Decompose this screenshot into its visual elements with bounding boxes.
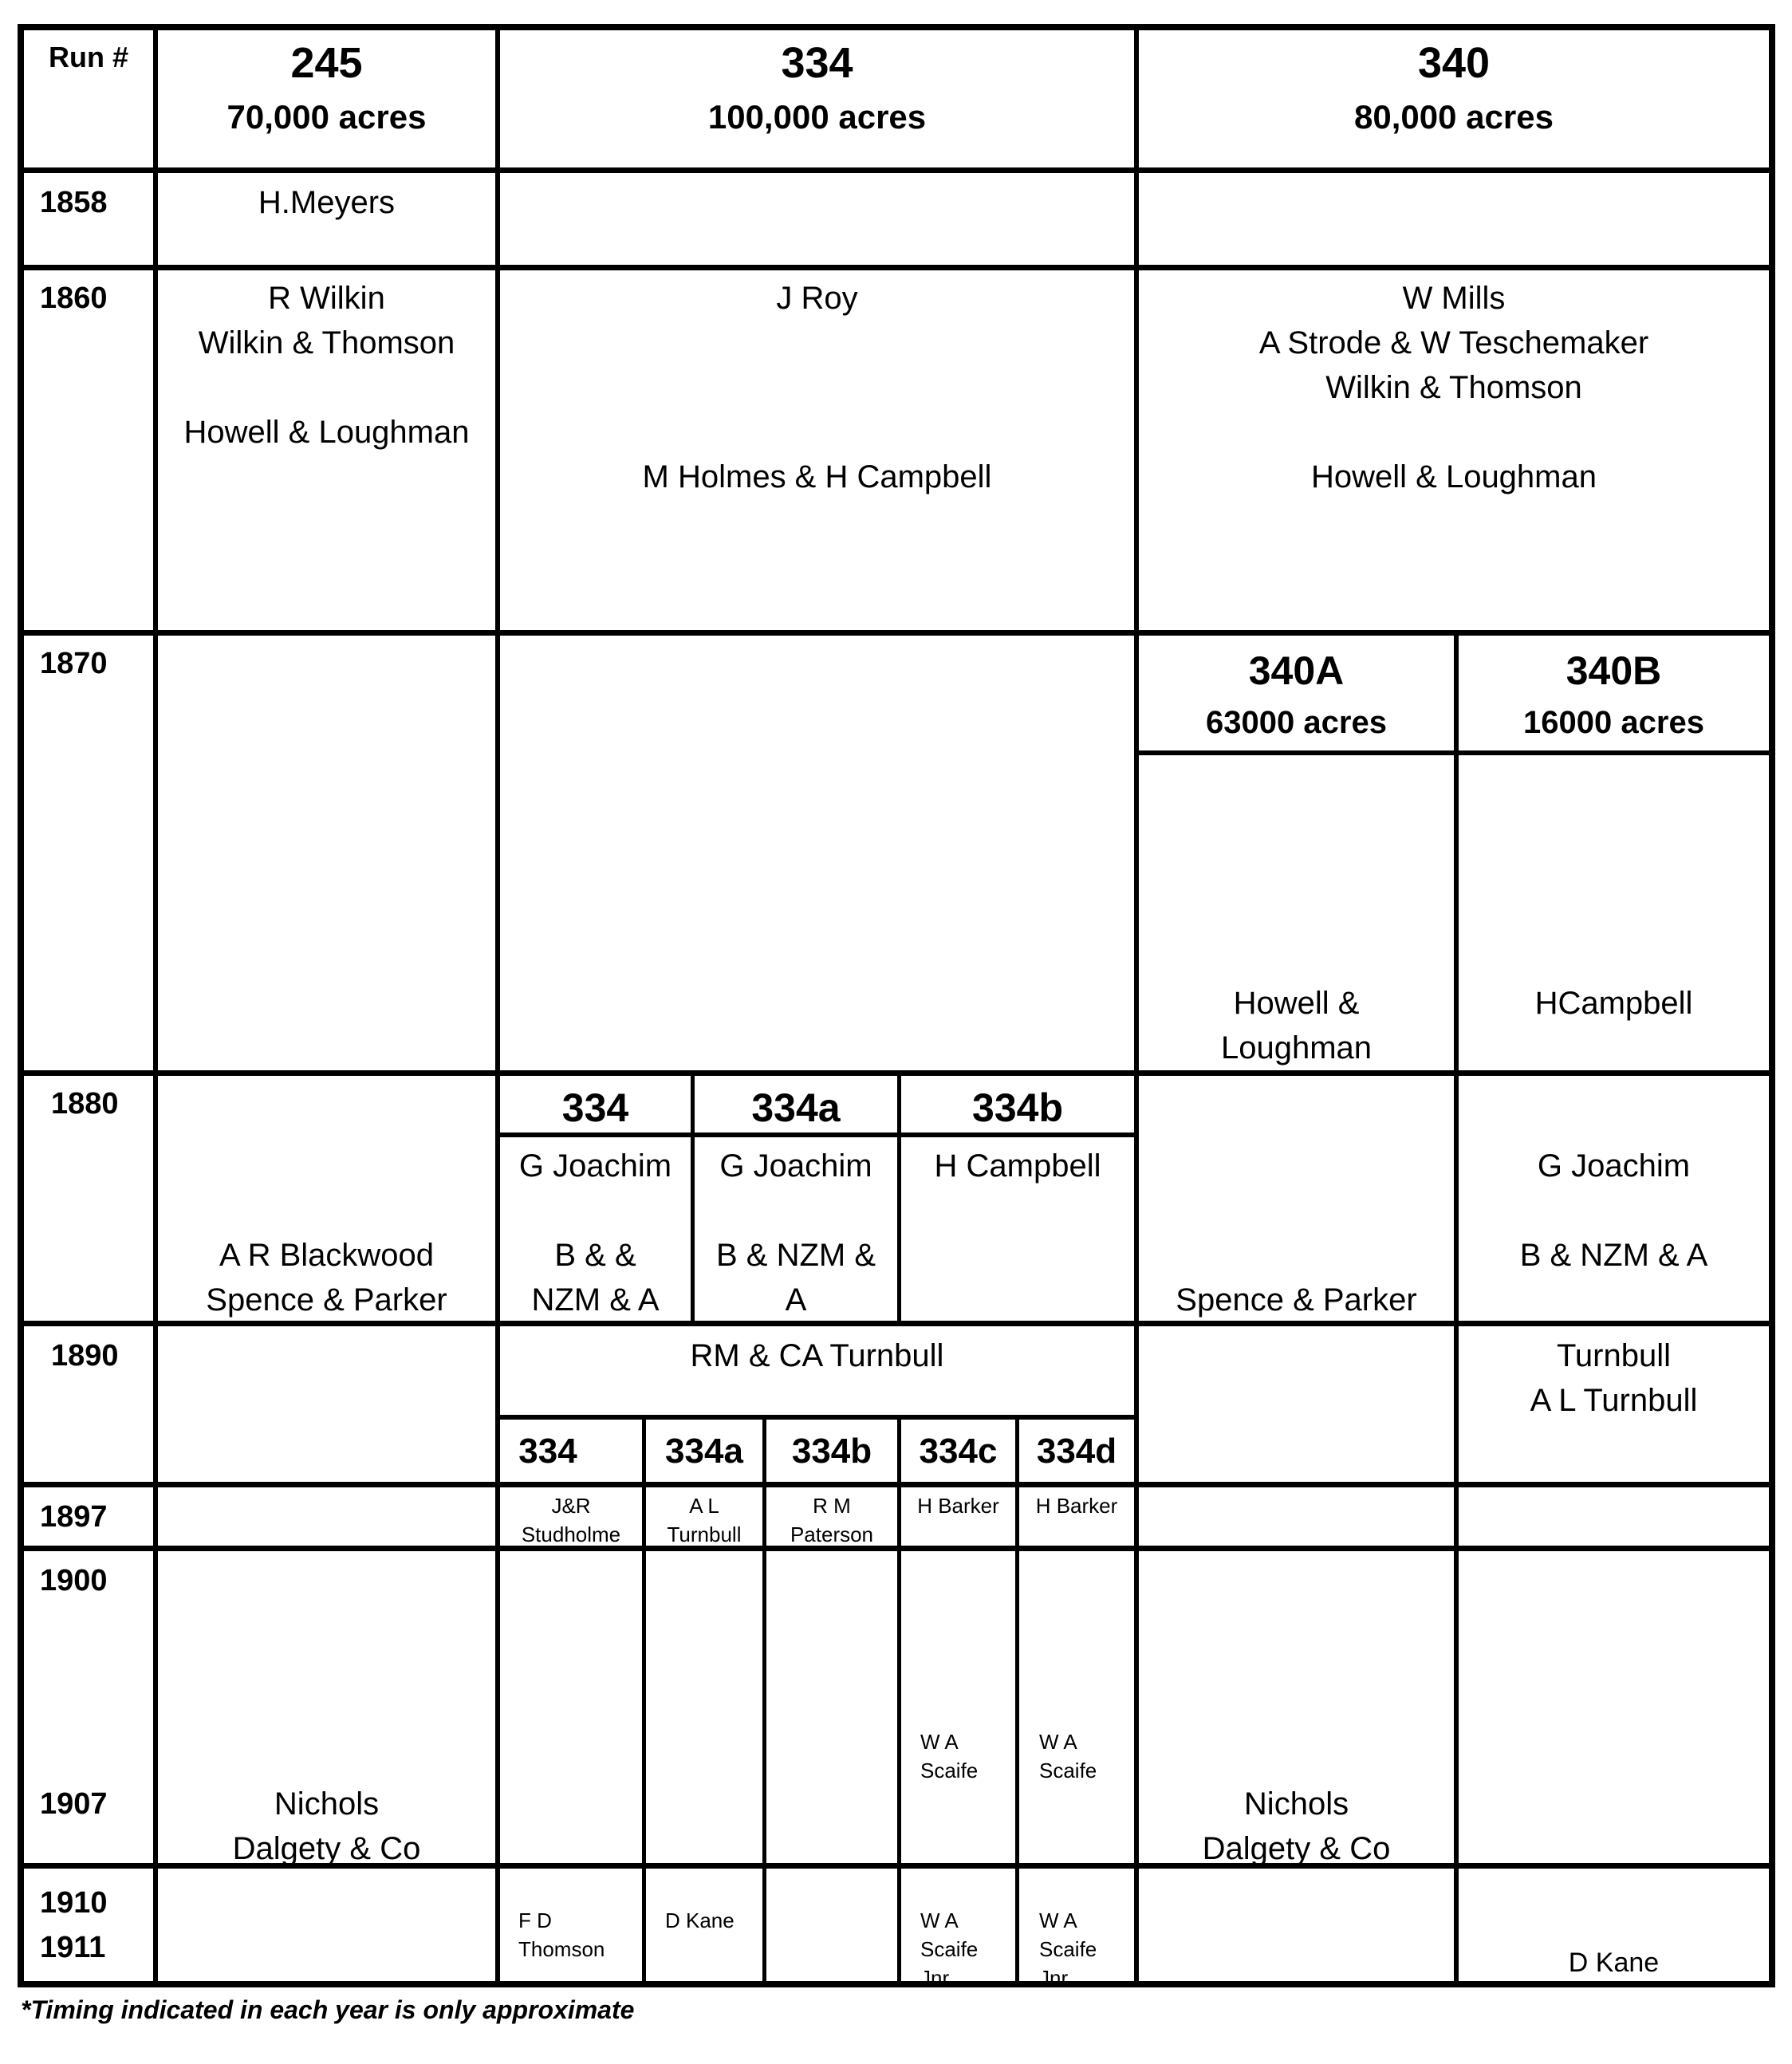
holder-line: R M	[813, 1494, 851, 1518]
holder-line: A L Turnbull	[1530, 1383, 1698, 1418]
holder-line: G Joachim	[518, 1148, 672, 1184]
cell-1897-334	[500, 1491, 642, 1549]
holder-line: Scaife	[920, 1759, 979, 1782]
holder-line: Howell &	[1233, 986, 1360, 1021]
cell-1880-340a: Spence & Parker	[1176, 1282, 1417, 1318]
holder-line: Dalgety & Co	[1202, 1831, 1391, 1866]
cell-1880-334a	[695, 1144, 897, 1322]
holder-line: W A	[920, 1908, 959, 1932]
cell-1897-334a	[646, 1491, 762, 1549]
run-label: Run #	[48, 41, 128, 73]
table-border-left	[18, 24, 24, 1987]
cell-1870-340b: HCampbell	[1534, 986, 1693, 1021]
cell-1890-340b	[1459, 1333, 1769, 1423]
cell-1897-334d: H Barker	[1035, 1494, 1118, 1518]
holder-line: Wilkin & Thomson	[198, 325, 455, 360]
sub-340b-number: 340B	[1566, 648, 1662, 693]
year-1858: 1858	[40, 186, 108, 219]
holder-line: M Holmes & H Campbell	[642, 459, 992, 494]
row-divider-1890-sub	[498, 1415, 1136, 1420]
cell-1890-334: RM & CA Turnbull	[690, 1338, 944, 1373]
cell-1910-334c	[920, 1906, 1014, 1992]
year-1890: 1890	[51, 1339, 119, 1373]
run-245-number: 245	[290, 39, 363, 87]
cell-1870-340a	[1139, 981, 1454, 1070]
row-divider-1860	[21, 630, 1772, 636]
holder-line: W A	[920, 1730, 959, 1754]
run-334-header	[500, 35, 1134, 144]
cell-1900-334c	[920, 1727, 1014, 1785]
sub-340a-area: 63000 acres	[1206, 705, 1387, 740]
run-340-header	[1139, 35, 1769, 144]
row-divider-1870	[21, 1070, 1772, 1076]
holder-line: W Mills	[1402, 281, 1506, 316]
holder-line: W A	[1039, 1730, 1077, 1754]
holder-line: J Roy	[776, 281, 858, 316]
sub-340a-number: 340A	[1248, 648, 1345, 693]
holder-line: B & &	[554, 1238, 636, 1273]
sub-340a-header	[1139, 643, 1454, 746]
run-245-header	[158, 35, 495, 144]
cell-1880-340b	[1459, 1144, 1769, 1278]
holder-line: A	[785, 1282, 807, 1318]
year-1860: 1860	[40, 282, 108, 315]
holder-line: A L	[689, 1494, 719, 1518]
footnote: *Timing indicated in each year is only approximate	[21, 1995, 635, 2024]
run-340-number: 340	[1417, 39, 1491, 87]
row-divider-1858	[21, 265, 1772, 270]
sub-340b-header	[1459, 643, 1769, 746]
holder-line: W A	[1039, 1908, 1077, 1932]
holder-line: Turnbull	[1556, 1338, 1672, 1373]
cell-1860-340	[1139, 276, 1769, 499]
year-1900: 1900	[40, 1564, 108, 1597]
holder-line: A Strode & W Teschemaker	[1258, 325, 1649, 360]
cell-1860-334	[500, 276, 1134, 499]
holder-line: Nichols	[1243, 1786, 1349, 1822]
sub-1890-334c: 334c	[919, 1432, 998, 1471]
sub-1880-334a: 334a	[751, 1085, 841, 1130]
holder-line: G Joachim	[1537, 1148, 1691, 1184]
holder-line: Scaife	[1039, 1937, 1097, 1961]
cell-1910-334	[518, 1906, 638, 1964]
run-340-area: 80,000 acres	[1354, 98, 1554, 136]
holder-line: NZM & A	[531, 1282, 660, 1318]
year-1897: 1897	[40, 1500, 108, 1534]
cell-1860-245	[158, 276, 495, 455]
sub-1880-334: 334	[561, 1085, 629, 1130]
holder-line: G Joachim	[719, 1148, 872, 1184]
cell-1910-334d	[1039, 1906, 1133, 1992]
run-334-number: 334	[781, 39, 853, 87]
holder-line: J&R	[551, 1494, 591, 1518]
sub-1890-334b: 334b	[791, 1432, 872, 1471]
cell-1880-334	[500, 1144, 691, 1322]
sub-1890-334a: 334a	[665, 1432, 743, 1471]
holder-line: Studholme	[521, 1522, 621, 1546]
holder-line: Thomson	[518, 1937, 605, 1961]
holder-line: A R Blackwood	[219, 1238, 435, 1273]
cell-1880-245	[158, 1233, 495, 1322]
holder-line: Wilkin & Thomson	[1325, 370, 1582, 405]
row-divider-header	[21, 167, 1772, 173]
holder-line: Scaife	[920, 1937, 979, 1961]
run-334-area: 100,000 acres	[707, 98, 927, 136]
holder-line: Howell & Loughman	[1311, 459, 1597, 494]
holder-line: Paterson	[790, 1522, 874, 1546]
holder-line: F D	[518, 1908, 552, 1932]
sub-1890-334d: 334d	[1036, 1432, 1117, 1471]
row-divider-1890	[21, 1482, 1772, 1487]
holder-line: B & NZM &	[715, 1238, 876, 1273]
cell-1897-334c: H Barker	[917, 1494, 999, 1518]
cell-1900-334d	[1039, 1727, 1133, 1785]
year-1907: 1907	[40, 1787, 108, 1821]
holder-line: R Wilkin	[268, 281, 385, 316]
cell-1897-334b	[766, 1491, 897, 1549]
holder-line: Loughman	[1220, 1030, 1373, 1065]
cell-1858-245: H.Meyers	[258, 185, 396, 220]
holder-line: Scaife	[1039, 1759, 1097, 1782]
holder-line: Dalgety & Co	[232, 1831, 421, 1866]
holder-line: Jnr	[920, 1966, 950, 1990]
cell-1900-340a	[1139, 1782, 1454, 1871]
cell-1880-334b: H Campbell	[934, 1148, 1101, 1184]
year-1910: 1910	[40, 1886, 108, 1920]
year-1911: 1911	[40, 1931, 106, 1964]
holder-line: Turnbull	[667, 1522, 742, 1546]
cell-1910-340b: D Kane	[1568, 1948, 1660, 1978]
col-divider-340ab	[1454, 634, 1459, 1987]
sub-1890-334: 334	[518, 1432, 577, 1471]
row-divider-340-sub	[1136, 750, 1772, 755]
holder-line: B & NZM & A	[1519, 1238, 1708, 1273]
sub-340b-area: 16000 acres	[1523, 705, 1704, 740]
table-border-top	[21, 24, 1775, 30]
holder-line: Howell & Loughman	[183, 415, 470, 450]
year-1880: 1880	[51, 1087, 119, 1121]
table-border-right	[1769, 24, 1775, 1987]
cell-1900-245	[158, 1782, 495, 1871]
holder-line: Nichols	[274, 1786, 380, 1822]
sub-1880-334b: 334b	[972, 1085, 1063, 1130]
year-1870: 1870	[40, 647, 108, 680]
holder-line: Jnr	[1039, 1966, 1069, 1990]
cell-1910-334a: D Kane	[665, 1908, 735, 1932]
run-245-area: 70,000 acres	[226, 98, 427, 136]
holder-line: Spence & Parker	[206, 1282, 447, 1318]
